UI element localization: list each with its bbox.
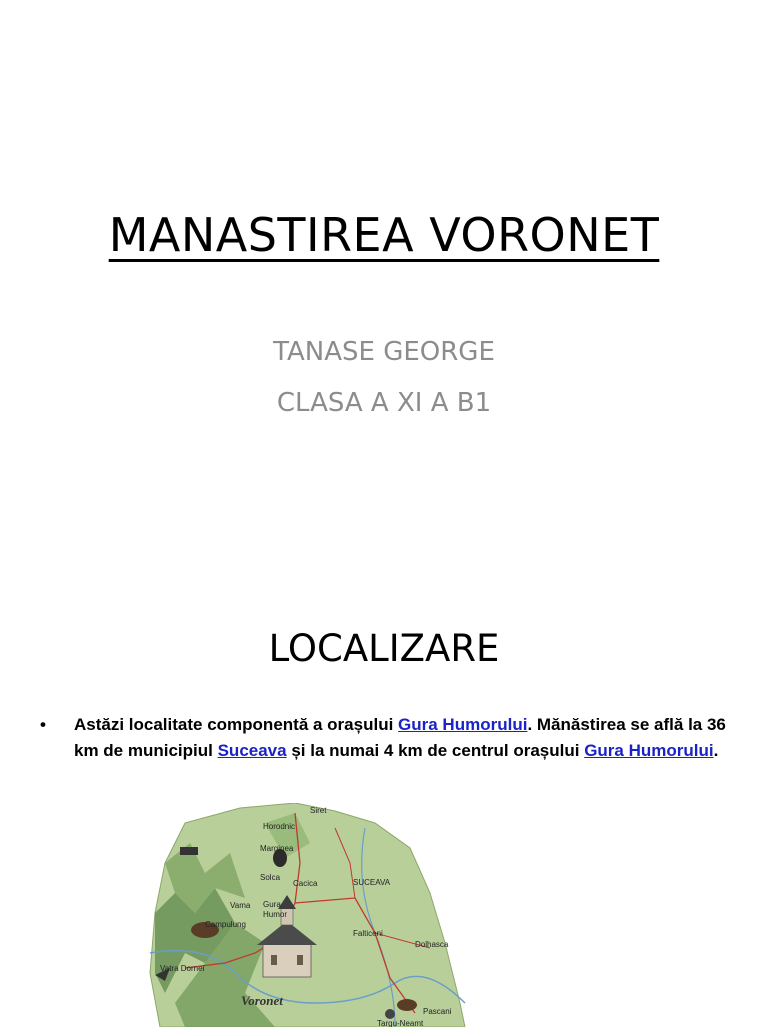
train-icon xyxy=(180,847,198,855)
map-label-humor: Humor xyxy=(263,910,288,919)
class-name: CLASA A XI A B1 xyxy=(276,388,492,418)
link-gura-humorului-2[interactable]: Gura Humorului xyxy=(584,741,714,760)
bison-icon-2 xyxy=(397,999,417,1011)
map-label-dolhasca: Dolhasca xyxy=(415,940,449,949)
map-label-pascani: Pascani xyxy=(423,1007,452,1016)
link-gura-humorului[interactable]: Gura Humorului xyxy=(398,715,528,734)
map-label-marginea: Marginea xyxy=(260,844,294,853)
link-suceava[interactable]: Suceava xyxy=(217,741,287,760)
map-label-siret: Siret xyxy=(310,806,327,815)
bullet-item xyxy=(40,712,740,764)
map-label-voronet: Voronet xyxy=(241,993,283,1008)
map-label-vatra-dornei: Vatra Dornei xyxy=(160,964,205,973)
bullet-text: Astăzi localitate componentă a orașului Gura Humorului. Mănăstirea se află la 36 km de municipiul Suceava și la numai 4 km de centrul orașului Gura Humorului. xyxy=(74,715,726,760)
map-illustration xyxy=(145,803,475,1027)
slide-heading: LOCALIZARE xyxy=(268,627,500,670)
bird-icon xyxy=(385,1009,395,1019)
author-name: TANASE GEORGE xyxy=(273,337,495,367)
map-label-targu-neamt: Targu-Neamt xyxy=(377,1019,424,1027)
slide-title: MANASTIREA VORONET xyxy=(108,208,660,262)
map-label-campulung: Campulung xyxy=(205,920,246,929)
bullet-marker: • xyxy=(40,715,46,734)
region-map xyxy=(145,803,475,1027)
localization-slide xyxy=(0,585,768,1027)
map-label-solca: Solca xyxy=(260,873,281,882)
map-label-vama: Vama xyxy=(230,901,251,910)
map-label-cacica: Cacica xyxy=(293,879,318,888)
map-label-gura: Gura xyxy=(263,900,281,909)
map-label-horodnic: Horodnic xyxy=(263,822,296,831)
map-label-suceava: SUCEAVA xyxy=(353,878,391,887)
map-label-falticeni: Falticeni xyxy=(353,929,383,938)
